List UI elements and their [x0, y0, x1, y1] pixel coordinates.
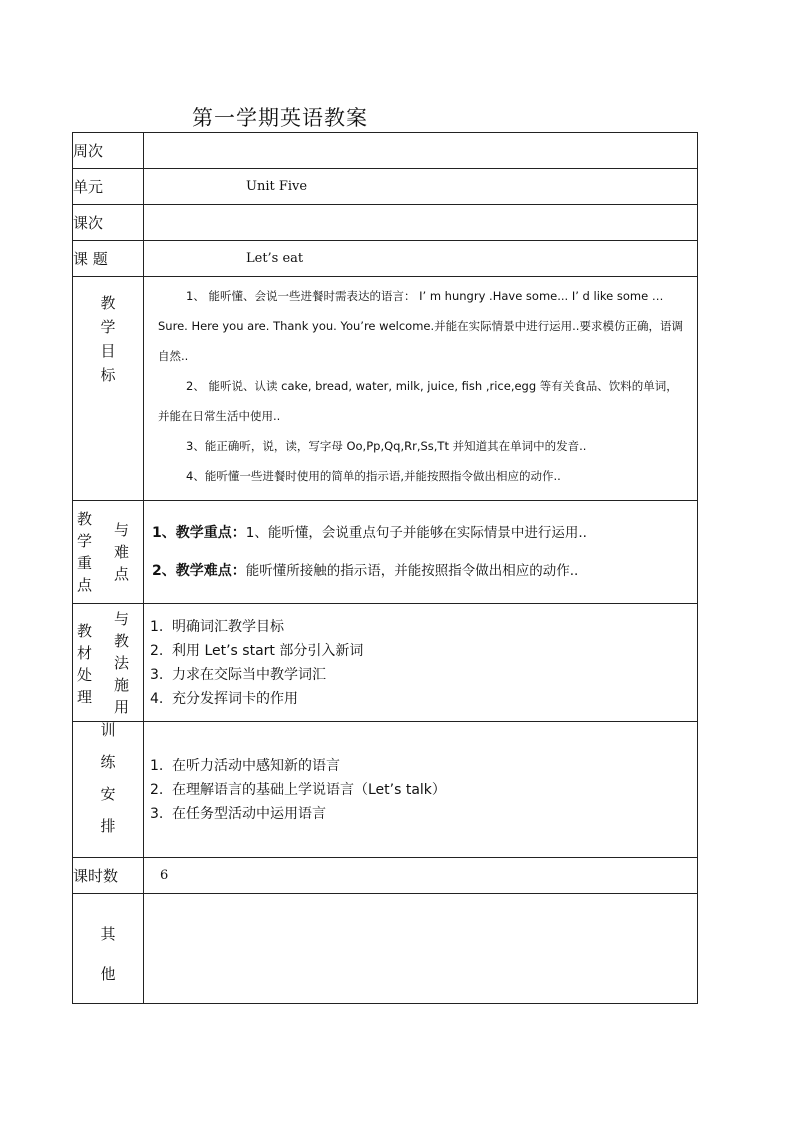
other-value [144, 894, 698, 1004]
list-item: 3. 力求在交际当中教学词汇 [150, 666, 326, 683]
materials-label-char: 材 [77, 643, 93, 662]
key-points-label [73, 501, 144, 604]
goals-label [73, 277, 144, 501]
goals-label-char: 标 [100, 366, 116, 384]
other-label-char: 其 [100, 925, 116, 943]
training-label-char: 练 [100, 753, 116, 771]
goals-label-char: 学 [100, 318, 116, 336]
teaching-focus [152, 514, 697, 552]
training-label-char: 排 [100, 817, 116, 835]
materials-label-char: 理 [77, 687, 93, 706]
materials-label-char: 处 [77, 665, 93, 684]
teaching-focus-title: 1、教学重点： [152, 525, 246, 541]
key-label-char: 点 [113, 565, 129, 583]
list-item: 2. 利用 Let’s start 部分引入新词 [150, 642, 364, 659]
training-label-char: 训 [100, 721, 116, 739]
row-other [73, 894, 698, 1004]
materials-label-char: 法 [113, 653, 129, 672]
materials-item-text: 充分发挥词卡的作用 [172, 690, 298, 707]
materials-item-text: 明确词汇教学目标 [172, 618, 284, 635]
topic-value: Let’s eat [144, 241, 698, 277]
goals-content [144, 277, 698, 501]
materials-item-text: 利用 Let’s start 部分引入新词 [172, 642, 364, 659]
lesson-plan-table [72, 132, 698, 1004]
row-unit [73, 169, 698, 205]
goal-item: 1、 能听懂、会说一些进餐时需表达的语言： I’ m hungry .Have some... I’ d like some …Sure. Here you are. Thank you. You’re welcome.并能在实际情景中进行运用..要求模仿正确，语调自然.. [158, 289, 683, 363]
key-label-char: 教 [77, 510, 93, 528]
list-item: 4. 充分发挥词卡的作用 [150, 690, 298, 707]
training-label [73, 722, 144, 858]
goal-item: 2、 能听说、认读 cake, bread, water, milk, juice, fish ,rice,egg 等有关食品、饮料的单词，并能在日常生活中使用.. [158, 379, 678, 423]
hours-value: 6 [144, 858, 698, 894]
other-label [73, 894, 144, 1004]
materials-label-char: 施 [113, 675, 129, 694]
list-item: 3. 在任务型活动中运用语言 [150, 805, 326, 822]
topic-label: 课 题 [73, 241, 144, 277]
row-lesson [73, 205, 698, 241]
materials-label-char: 教 [113, 631, 129, 650]
goal-item: 4、能听懂一些进餐时使用的简单的指示语,并能按照指令做出相应的动作.. [186, 469, 561, 483]
row-key-points [73, 501, 698, 604]
key-label-char: 点 [77, 576, 93, 594]
week-value [144, 133, 698, 169]
materials-label-char: 用 [113, 697, 129, 716]
list-item: 1. 在听力活动中感知新的语言 [150, 757, 340, 774]
training-item-text: 在任务型活动中运用语言 [172, 805, 326, 822]
row-week [73, 133, 698, 169]
row-materials [73, 604, 698, 722]
materials-label-char: 教 [77, 621, 93, 640]
row-topic [73, 241, 698, 277]
key-label-char: 学 [77, 532, 93, 550]
row-goals [73, 277, 698, 501]
list-item: 1. 明确词汇教学目标 [150, 618, 284, 635]
week-label: 周次 [73, 133, 144, 169]
goal-item: 3、能正确听，说，读，写字母 Oo,Pp,Qq,Rr,Ss,Tt 并知道其在单词中的发音.. [186, 439, 587, 453]
key-label-char: 与 [113, 521, 129, 539]
row-training [73, 722, 698, 858]
page-title: 第一学期英语教案 [192, 106, 368, 130]
lesson-label: 课次 [73, 205, 144, 241]
materials-label-char: 与 [113, 609, 129, 628]
materials-label [73, 604, 144, 722]
key-label-char: 重 [77, 554, 93, 572]
lesson-value [144, 205, 698, 241]
key-label-char: 难 [113, 543, 129, 561]
training-label-char: 安 [100, 785, 116, 803]
materials-content [144, 604, 698, 722]
materials-item-text: 力求在交际当中教学词汇 [172, 666, 326, 683]
teaching-difficulty [152, 552, 697, 590]
goals-label-char: 教 [100, 294, 116, 312]
goals-label-char: 目 [100, 342, 116, 360]
other-label-char: 他 [100, 965, 116, 983]
key-points-content [144, 501, 698, 604]
training-item-text: 在理解语言的基础上学说语言（Let’s talk） [172, 781, 446, 798]
unit-value: Unit Five [144, 169, 698, 205]
teaching-focus-text: 1、能听懂，会说重点句子并能够在实际情景中进行运用.. [245, 525, 587, 541]
teaching-difficulty-text: 能听懂所接触的指示语，并能按照指令做出相应的动作.. [245, 563, 579, 579]
list-item: 2. 在理解语言的基础上学说语言（Let’s talk） [150, 781, 446, 798]
row-hours [73, 858, 698, 894]
teaching-difficulty-title: 2、教学难点： [152, 563, 246, 579]
training-item-text: 在听力活动中感知新的语言 [172, 757, 340, 774]
hours-label: 课时数 [73, 858, 144, 894]
unit-label: 单元 [73, 169, 144, 205]
training-content [144, 722, 698, 858]
